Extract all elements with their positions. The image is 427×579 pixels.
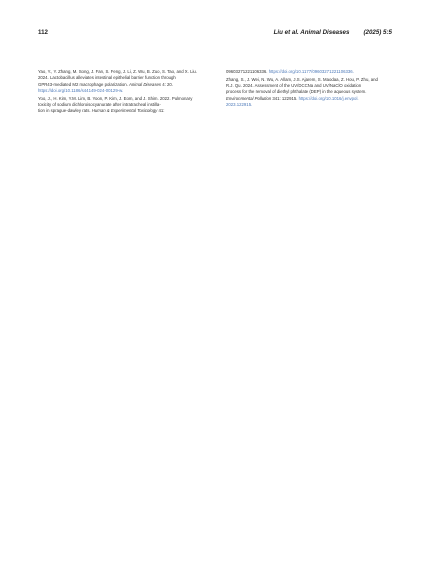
references-left-column	[38, 69, 219, 116]
references-right-column	[226, 69, 394, 110]
reference-line: toxicity of sodium dichloroisocyanurate after intratracheal instilla-	[38, 101, 161, 107]
reference-journal: Animal Diseases	[129, 81, 162, 87]
reference-volume: 341: 122915.	[271, 95, 299, 101]
reference-line: process for the removal of diethyl phthalate (DEP) in the aqueous system.	[226, 89, 367, 95]
running-header	[38, 29, 392, 41]
reference-yoo-2022	[38, 96, 219, 115]
reference-yoo-2022-continued	[226, 69, 394, 75]
reference-zhang-2024	[226, 77, 394, 108]
reference-line	[226, 69, 394, 75]
reference-volume: 41:	[157, 108, 165, 114]
journal-volume: (2025) 5:5	[363, 29, 392, 36]
doi-link[interactable]: https://doi.org/10.1186/s44149-024-00129-w.	[38, 87, 124, 93]
journal-citation	[274, 29, 392, 36]
journal-name: Liu et al. Animal Diseases	[273, 29, 350, 36]
page-number: 112	[38, 29, 48, 36]
reference-yao-2024	[38, 69, 219, 94]
reference-line: Zhang, S., J. Wei, N. Wu, A. Allam, J.S. Ajarem, S. Maodaa, Z. Hou, P. Zhu, and	[226, 76, 378, 82]
doi-link[interactable]: https://doi.org/10.1177/09603271221106336.	[268, 69, 354, 74]
reference-journal: Human & Experimental Toxicology	[91, 108, 158, 114]
reference-text: GPR43-mediated M2 macrophage polarization.	[38, 81, 129, 87]
reference-line: Yao, Y., Y. Zhang, M. Song, J. Fan, S. Feng, J. Li, Z. Wu, B. Zuo, S. Tao, and X. Liu.	[38, 69, 197, 74]
reference-line	[38, 108, 219, 114]
doi-link-continued[interactable]: 2023.122915.	[226, 101, 253, 107]
reference-text: 09603271221106336.	[226, 69, 269, 74]
reference-line: Yoo, J., H. Kim, Y.M. Lim, B. Yoon, P. Kim, J. Eom, and J. Shim. 2022. Pulmonary	[38, 95, 193, 101]
reference-line: 2024. Lactobacillus alleviates intestinal epithelial barrier function through	[38, 75, 176, 81]
reference-text: tion in sprague-dawley rats.	[38, 108, 92, 114]
reference-volume: 4: 20.	[161, 81, 173, 87]
reference-line: R.J. Qu. 2024. Assessment of the UV/DCCNa and UV/NaClO oxidation	[226, 83, 362, 89]
reference-journal: Environmental Pollution	[226, 95, 272, 101]
doi-link[interactable]: https://doi.org/10.1016/j.envpol.	[298, 95, 359, 101]
